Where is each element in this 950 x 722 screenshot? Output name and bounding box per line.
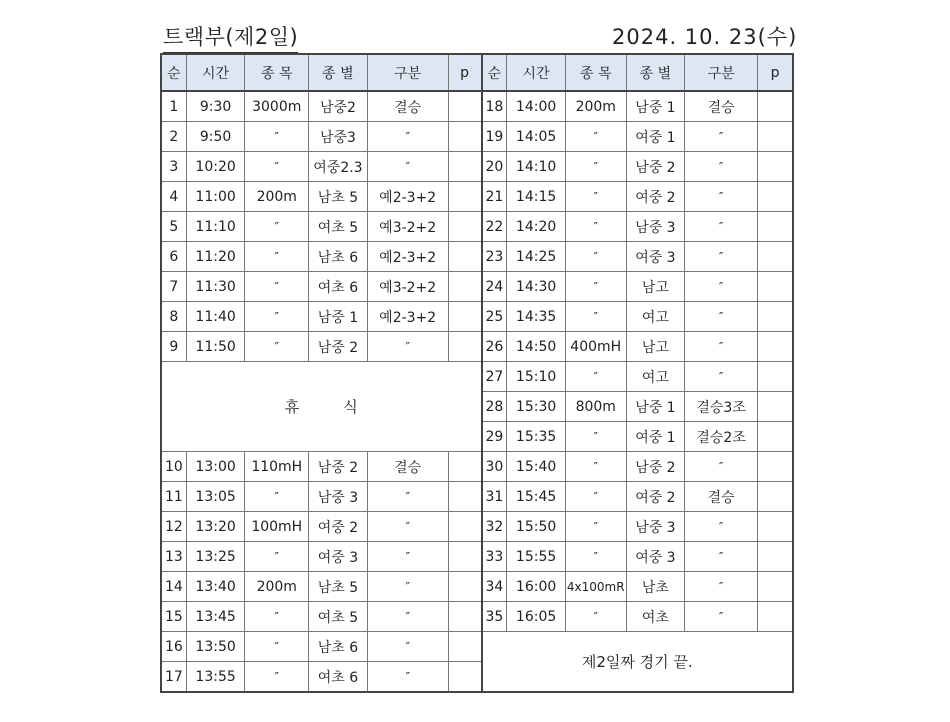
row-round: ″	[685, 512, 758, 542]
row-category: 남초 5	[309, 182, 368, 212]
row-category: 남중2	[309, 91, 368, 122]
row-number: 17	[161, 662, 186, 693]
row-time: 15:50	[507, 512, 566, 542]
row-category: 여중 2	[626, 482, 685, 512]
row-event: ″	[245, 242, 309, 272]
row-p	[758, 332, 793, 362]
row-time: 13:55	[186, 662, 245, 693]
row-category: 남고	[626, 332, 685, 362]
row-event: ″	[565, 422, 626, 452]
row-category: 여중 2	[309, 512, 368, 542]
row-event: ″	[565, 602, 626, 632]
row-p	[758, 542, 793, 572]
table-row	[161, 212, 793, 242]
row-number: 16	[161, 632, 186, 662]
header-time: 시간	[507, 54, 566, 91]
row-number: 2	[161, 122, 186, 152]
row-time: 11:20	[186, 242, 245, 272]
row-round: 예3-2+2	[367, 272, 448, 302]
row-event: ″	[565, 272, 626, 302]
row-category: 남중 2	[309, 452, 368, 482]
row-p	[448, 602, 481, 632]
row-p	[758, 182, 793, 212]
row-number: 33	[482, 542, 507, 572]
row-category: 남초 5	[309, 572, 368, 602]
row-time: 14:05	[507, 122, 566, 152]
row-category: 여중 1	[626, 422, 685, 452]
row-p	[758, 152, 793, 182]
row-time: 11:50	[186, 332, 245, 362]
header-round: 구분	[685, 54, 758, 91]
row-round: ″	[685, 542, 758, 572]
row-round: ″	[685, 152, 758, 182]
row-number: 22	[482, 212, 507, 242]
row-p	[448, 122, 481, 152]
row-event: ″	[245, 272, 309, 302]
row-p	[448, 662, 481, 693]
row-category: 남초	[626, 572, 685, 602]
row-time: 9:30	[186, 91, 245, 122]
row-p	[448, 152, 481, 182]
row-round: 예2-3+2	[367, 242, 448, 272]
row-round: ″	[367, 512, 448, 542]
row-category: 여초	[626, 602, 685, 632]
row-category: 여중 1	[626, 122, 685, 152]
row-category: 여초 5	[309, 212, 368, 242]
row-time: 14:30	[507, 272, 566, 302]
row-category: 남중 1	[626, 91, 685, 122]
row-round: ″	[685, 122, 758, 152]
row-category: 남중 3	[626, 512, 685, 542]
header-category: 종 별	[309, 54, 368, 91]
row-event: 200m	[565, 91, 626, 122]
row-p	[758, 482, 793, 512]
row-round: 결승	[685, 91, 758, 122]
row-event: ″	[245, 302, 309, 332]
row-event: ″	[245, 482, 309, 512]
row-time: 11:00	[186, 182, 245, 212]
row-number: 1	[161, 91, 186, 122]
row-p	[758, 242, 793, 272]
row-round: ″	[367, 662, 448, 693]
row-time: 10:20	[186, 152, 245, 182]
row-category: 남중 2	[309, 332, 368, 362]
row-time: 14:20	[507, 212, 566, 242]
row-number: 29	[482, 422, 507, 452]
row-number: 6	[161, 242, 186, 272]
row-category: 남중3	[309, 122, 368, 152]
row-category: 여고	[626, 302, 685, 332]
row-p	[758, 602, 793, 632]
row-category: 남중 1	[626, 392, 685, 422]
row-time: 11:10	[186, 212, 245, 242]
row-event: 800m	[565, 392, 626, 422]
table-row	[161, 512, 793, 542]
row-event: ″	[565, 302, 626, 332]
row-event: ″	[565, 242, 626, 272]
row-p	[758, 362, 793, 392]
row-event: ″	[565, 122, 626, 152]
row-number: 15	[161, 602, 186, 632]
row-event: 400mH	[565, 332, 626, 362]
row-event: ″	[245, 212, 309, 242]
row-category: 남중 2	[626, 452, 685, 482]
row-round: ″	[685, 602, 758, 632]
row-event: 200m	[245, 572, 309, 602]
row-event: 110mH	[245, 452, 309, 482]
row-round: ″	[367, 122, 448, 152]
row-time: 15:35	[507, 422, 566, 452]
row-category: 남초 6	[309, 242, 368, 272]
row-number: 7	[161, 272, 186, 302]
row-round: ″	[685, 332, 758, 362]
row-number: 10	[161, 452, 186, 482]
row-category: 여초 6	[309, 662, 368, 693]
row-round: ″	[685, 242, 758, 272]
header-event: 종 목	[565, 54, 626, 91]
row-round: 예2-3+2	[367, 302, 448, 332]
table-row	[161, 452, 793, 482]
row-p	[758, 572, 793, 602]
row-round: ″	[685, 362, 758, 392]
row-time: 11:30	[186, 272, 245, 302]
break-cell	[161, 362, 482, 452]
table-row	[161, 482, 793, 512]
page-title: 트랙부(제2일)	[163, 21, 298, 53]
row-event: ″	[565, 452, 626, 482]
row-event: ″	[245, 542, 309, 572]
row-number: 20	[482, 152, 507, 182]
row-round: ″	[685, 212, 758, 242]
row-number: 23	[482, 242, 507, 272]
row-p	[448, 91, 481, 122]
header-category: 종 별	[626, 54, 685, 91]
row-p	[448, 482, 481, 512]
row-event: ″	[245, 662, 309, 693]
table-row	[161, 122, 793, 152]
header-no: 순	[161, 54, 186, 91]
row-round: ″	[685, 452, 758, 482]
row-p	[758, 212, 793, 242]
row-number: 35	[482, 602, 507, 632]
table-row	[161, 152, 793, 182]
row-p	[448, 272, 481, 302]
event-date: 2024. 10. 23(수)	[612, 25, 798, 49]
row-category: 남중 1	[309, 302, 368, 332]
row-p	[758, 392, 793, 422]
row-time: 15:10	[507, 362, 566, 392]
row-round: ″	[367, 572, 448, 602]
row-time: 14:35	[507, 302, 566, 332]
row-event: 200m	[245, 182, 309, 212]
row-category: 여중2.3	[309, 152, 368, 182]
row-event: 4x100mR	[565, 572, 626, 602]
row-number: 9	[161, 332, 186, 362]
row-time: 14:10	[507, 152, 566, 182]
row-number: 14	[161, 572, 186, 602]
row-time: 15:45	[507, 482, 566, 512]
row-number: 34	[482, 572, 507, 602]
row-time: 14:50	[507, 332, 566, 362]
break-label-1: 휴	[284, 398, 300, 416]
row-time: 13:40	[186, 572, 245, 602]
row-category: 여초 5	[309, 602, 368, 632]
row-event: ″	[565, 182, 626, 212]
row-category: 남중 3	[626, 212, 685, 242]
row-time: 16:05	[507, 602, 566, 632]
row-number: 24	[482, 272, 507, 302]
row-number: 32	[482, 512, 507, 542]
table-row	[161, 302, 793, 332]
row-round: ″	[685, 572, 758, 602]
row-round: 결승2조	[685, 422, 758, 452]
row-event: ″	[565, 542, 626, 572]
row-time: 11:40	[186, 302, 245, 332]
row-round: ″	[367, 332, 448, 362]
row-number: 8	[161, 302, 186, 332]
header-event: 종 목	[245, 54, 309, 91]
row-time: 13:05	[186, 482, 245, 512]
row-time: 13:25	[186, 542, 245, 572]
row-round: 결승	[685, 482, 758, 512]
row-p	[758, 91, 793, 122]
row-event: ″	[245, 122, 309, 152]
row-p	[758, 512, 793, 542]
row-time: 16:00	[507, 572, 566, 602]
table-row	[161, 572, 793, 602]
row-number: 5	[161, 212, 186, 242]
row-round: ″	[367, 152, 448, 182]
row-number: 21	[482, 182, 507, 212]
row-event: ″	[245, 152, 309, 182]
schedule-table	[160, 53, 794, 693]
row-p	[448, 242, 481, 272]
table-row	[161, 602, 793, 632]
row-event: 100mH	[245, 512, 309, 542]
row-round: ″	[685, 182, 758, 212]
row-p	[758, 122, 793, 152]
row-time: 9:50	[186, 122, 245, 152]
row-p	[758, 302, 793, 332]
row-round: ″	[367, 602, 448, 632]
row-category: 여초 6	[309, 272, 368, 302]
table-row	[161, 242, 793, 272]
row-time: 13:00	[186, 452, 245, 482]
row-p	[758, 272, 793, 302]
row-round: 결승	[367, 452, 448, 482]
table-row	[161, 332, 793, 362]
row-number: 18	[482, 91, 507, 122]
row-time: 15:30	[507, 392, 566, 422]
table-row	[161, 542, 793, 572]
row-event: ″	[245, 632, 309, 662]
row-event: ″	[565, 512, 626, 542]
row-p	[448, 572, 481, 602]
header-p: p	[448, 54, 481, 91]
header-time: 시간	[186, 54, 245, 91]
row-event: 3000m	[245, 91, 309, 122]
row-event: ″	[565, 152, 626, 182]
header-p: p	[758, 54, 793, 91]
row-number: 3	[161, 152, 186, 182]
row-category: 여중 3	[309, 542, 368, 572]
row-event: ″	[565, 212, 626, 242]
row-number: 27	[482, 362, 507, 392]
end-note-cell: 제2일짜 경기 끝.	[482, 632, 794, 693]
row-event: ″	[245, 602, 309, 632]
row-category: 남고	[626, 272, 685, 302]
row-category: 남중 3	[309, 482, 368, 512]
row-number: 19	[482, 122, 507, 152]
row-number: 13	[161, 542, 186, 572]
row-p	[758, 452, 793, 482]
header-round: 구분	[367, 54, 448, 91]
row-category: 남중 2	[626, 152, 685, 182]
row-p	[448, 542, 481, 572]
row-number: 4	[161, 182, 186, 212]
row-number: 31	[482, 482, 507, 512]
row-time: 14:00	[507, 91, 566, 122]
row-number: 11	[161, 482, 186, 512]
row-p	[448, 512, 481, 542]
row-number: 25	[482, 302, 507, 332]
row-event: ″	[565, 362, 626, 392]
table-row	[161, 362, 793, 392]
row-number: 30	[482, 452, 507, 482]
header-row	[161, 54, 793, 91]
row-number: 12	[161, 512, 186, 542]
table-row	[161, 182, 793, 212]
row-p	[448, 302, 481, 332]
row-number: 26	[482, 332, 507, 362]
table-row	[161, 632, 793, 662]
row-number: 28	[482, 392, 507, 422]
row-event: ″	[245, 332, 309, 362]
header-no: 순	[482, 54, 507, 91]
row-category: 여중 2	[626, 182, 685, 212]
row-time: 13:50	[186, 632, 245, 662]
break-label-2: 식	[343, 398, 358, 416]
row-round: ″	[367, 542, 448, 572]
row-round: ″	[367, 632, 448, 662]
row-p	[758, 422, 793, 452]
row-category: 여중 3	[626, 242, 685, 272]
row-round: 결승3조	[685, 392, 758, 422]
row-time: 14:25	[507, 242, 566, 272]
row-round: ″	[367, 482, 448, 512]
row-category: 여고	[626, 362, 685, 392]
row-p	[448, 182, 481, 212]
row-time: 13:20	[186, 512, 245, 542]
row-time: 13:45	[186, 602, 245, 632]
row-category: 여중 3	[626, 542, 685, 572]
row-time: 15:55	[507, 542, 566, 572]
table-row	[161, 91, 793, 122]
row-p	[448, 212, 481, 242]
row-p	[448, 332, 481, 362]
row-time: 15:40	[507, 452, 566, 482]
row-event: ″	[565, 482, 626, 512]
table-row	[161, 272, 793, 302]
row-time: 14:15	[507, 182, 566, 212]
row-p	[448, 632, 481, 662]
row-round: 예3-2+2	[367, 212, 448, 242]
row-category: 남초 6	[309, 632, 368, 662]
row-round: ″	[685, 272, 758, 302]
row-round: 예2-3+2	[367, 182, 448, 212]
row-p	[448, 452, 481, 482]
row-round: 결승	[367, 91, 448, 122]
row-round: ″	[685, 302, 758, 332]
